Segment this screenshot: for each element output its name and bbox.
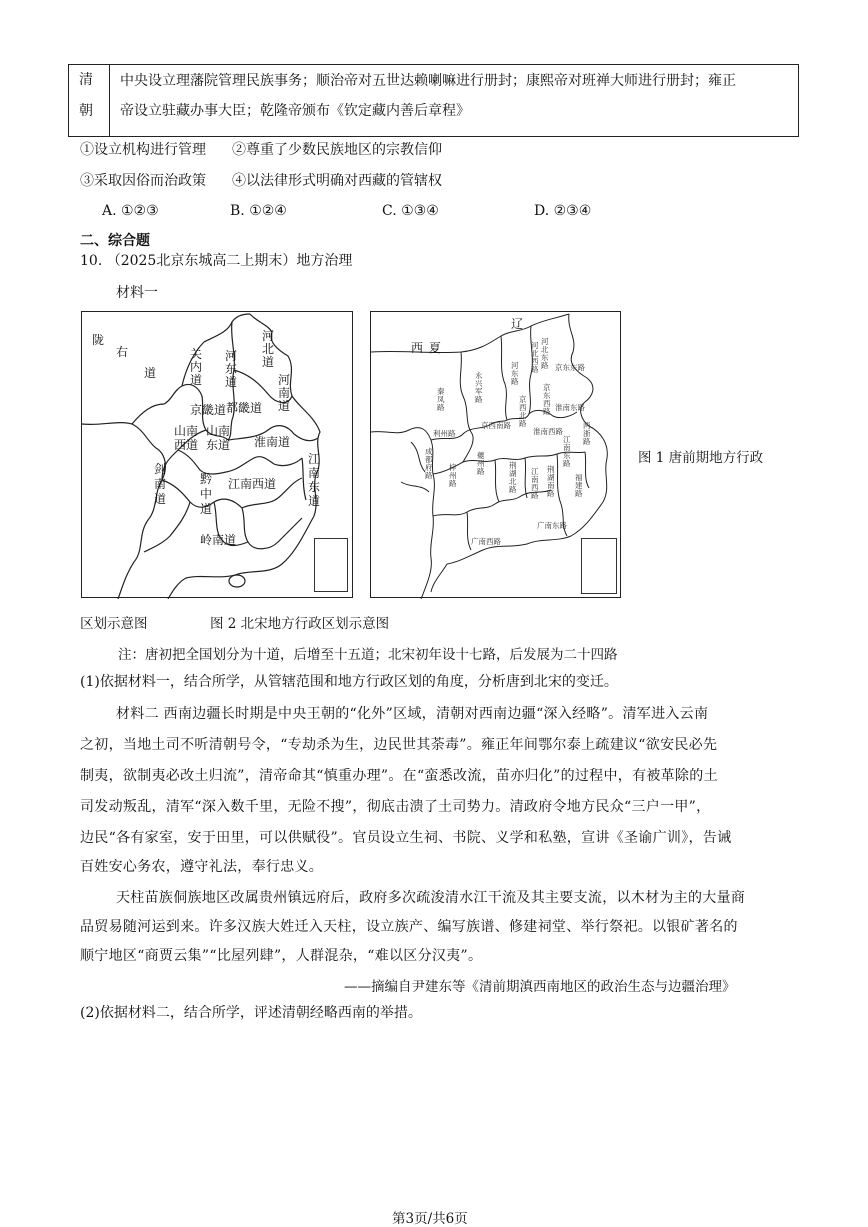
sub-question-2: (2)依据材料二，结合所学，评述清朝经略西南的举措。 <box>80 1005 422 1021</box>
label-huainan-xi: 淮南西路 <box>533 427 563 436</box>
table-content-line1: 中央设立理藩院管理民族事务；顺治帝对五世达赖喇嘛进行册封；康熙帝对班禅大师进行册封；雍正 <box>120 73 736 89</box>
label-jingdong-xi: 京东西路 <box>543 383 551 416</box>
label-longyou-dao: 道 <box>144 366 157 380</box>
label-hebei-dong: 河北东路 <box>541 337 549 370</box>
sub-question-1: (1)依据材料一，结合所学，从管辖范围和地方行政区划的角度，分析唐到北宋的变迁。 <box>80 674 618 690</box>
label-duji: 都畿道 <box>226 401 263 415</box>
material2-line2: 之初，当地土司不听清朝号令，“专劫杀为生，边民世其荼毒”。雍正年间鄂尔泰上疏建议“欲安民必先 <box>80 737 718 753</box>
label-hebei: 河北道 <box>262 329 275 369</box>
label-jingdong-dong: 京东东路 <box>555 363 585 372</box>
label-jiannan: 剑南道 <box>154 462 167 506</box>
material2-line1: 材料二 西南边疆长时期是中央王朝的“化外”区域，清朝对西南边疆“深入经略”。清军进入云南 <box>116 706 709 722</box>
material2-source: ——摘编自尹建东等《清前期滇西南地区的政治生态与边疆治理》 <box>344 979 736 995</box>
material2b-line1: 天柱苗族侗族地区改属贵州镇远府后，政府多次疏浚清水江干流及其主要支流，以木材为主的大量商 <box>116 890 746 906</box>
fig1-caption-left: 区划示意图 <box>80 616 148 632</box>
question-number: 10. （2025北京东城高二上期末）地方治理 <box>80 253 353 269</box>
label-jiangnan-dong-lu: 江南东路 <box>563 435 571 468</box>
statement-1: ①设立机构进行管理 <box>80 142 206 158</box>
table-divider <box>109 65 110 136</box>
statement-3: ③采取因俗而治政策 <box>80 173 206 189</box>
option-a[interactable]: A. ①②③ <box>102 203 159 219</box>
label-jiangnan-dong: 江南东道 <box>308 452 321 508</box>
page-footer: 第3页/共6页 <box>392 1211 468 1227</box>
label-longyou-2: 右 <box>116 345 129 359</box>
label-jiangnan-xi: 江南西道 <box>228 477 277 491</box>
table-content-line2: 帝设立驻藏办事大臣；乾隆帝颁布《钦定藏内善后章程》 <box>120 103 470 119</box>
label-henan: 河南道 <box>278 373 291 413</box>
material1-label: 材料一 <box>116 285 158 301</box>
label-liao: 辽 <box>511 317 524 331</box>
section-title: 二、综合题 <box>80 233 150 249</box>
label-qinfeng: 秦凤路 <box>437 387 445 412</box>
label-jingxi-bei: 京西北路 <box>519 395 527 428</box>
label-jingji: 京畿道 <box>190 403 227 417</box>
song-map <box>370 311 621 598</box>
label-guangnan-dong: 广南东路 <box>537 521 567 530</box>
label-guangnan-xi: 广南西路 <box>471 537 501 546</box>
label-jiangnan-xi-lu: 江南西路 <box>531 467 539 500</box>
label-shannan-xi: 山南西道 <box>174 424 199 452</box>
option-b[interactable]: B. ①②④ <box>230 203 287 219</box>
material2-line3: 制夷，欲制夷必改土归流”，清帝命其“慎重办理”。在“蛮悉改流，苗亦归化”的过程中，有被革除的土 <box>80 768 718 784</box>
song-map-south-sea-inset <box>581 538 617 594</box>
material2-line4: 司发动叛乱，清军“深入数千里，无险不搜”，彻底击溃了土司势力。清政府令地方民众“三户一甲”， <box>80 799 711 815</box>
label-jinghu-nan: 荆湖南路 <box>547 465 555 498</box>
label-liangzhe: 两浙路 <box>583 421 591 446</box>
label-hedong-lu: 河东路 <box>511 361 519 386</box>
material2-line5: 边民“各有家室，安于田里，可以供赋役”。官员设立生祠、书院、义学和私塾，宣讲《圣谕广训》，告诫 <box>80 830 732 846</box>
fig1-caption-right: 图 1 唐前期地方行政 <box>638 450 764 466</box>
label-guannei: 关内道 <box>190 347 203 387</box>
label-fujian: 福建路 <box>575 473 583 498</box>
statement-2: ②尊重了少数民族地区的宗教信仰 <box>232 142 442 158</box>
label-huainan-dong: 淮南东路 <box>555 403 585 412</box>
label-qianzhong: 黔中道 <box>200 472 213 516</box>
label-huainan: 淮南道 <box>254 435 291 449</box>
label-hebei-xi: 河北西路 <box>531 341 539 374</box>
label-lizhou: 利州路 <box>433 429 456 438</box>
label-hedong: 河东道 <box>225 349 238 389</box>
option-c[interactable]: C. ①③④ <box>382 203 439 219</box>
label-longyou-1: 陇 <box>92 333 105 347</box>
row-label-qing: 清 <box>79 72 93 88</box>
label-jingxi-nan: 京西南路 <box>481 421 511 430</box>
option-d[interactable]: D. ②③④ <box>534 203 592 219</box>
label-chengdu: 成都府路 <box>425 447 433 480</box>
tang-map <box>81 311 353 598</box>
label-kuizhou: 夔州路 <box>477 451 485 476</box>
fig2-caption: 图 2 北宋地方行政区划示意图 <box>210 616 390 632</box>
row-label-chao: 朝 <box>79 103 93 119</box>
label-yongxing: 永兴军路 <box>475 371 483 404</box>
label-shannan-dong: 山南东道 <box>206 424 231 452</box>
material2-line6: 百姓安心务农，遵守礼法，奉行忠义。 <box>80 859 324 875</box>
qing-dynasty-table <box>68 64 799 137</box>
material1-note: 注：唐初把全国划分为十道，后增至十五道；北宋初年设十七路，后发展为二十四路 <box>118 647 618 663</box>
material2b-line2: 品贸易随河运到来。许多汉族大姓迁入天柱，设立族产、编写族谱、修建祠堂、举行祭祀。以银矿著名的 <box>80 919 738 935</box>
material2b-line3: 顺宁地区“商贾云集”“比屋列肆”，人群混杂，“难以区分汉夷”。 <box>80 948 483 964</box>
statement-4: ④以法律形式明确对西藏的管辖权 <box>232 173 442 189</box>
label-jinghu-bei: 荆湖北路 <box>509 461 517 494</box>
label-xixia: 西夏 <box>411 341 448 355</box>
tang-map-south-sea-inset <box>314 538 348 592</box>
label-zizhou: 梓州路 <box>449 463 457 488</box>
label-lingnan: 岭南道 <box>200 533 237 547</box>
